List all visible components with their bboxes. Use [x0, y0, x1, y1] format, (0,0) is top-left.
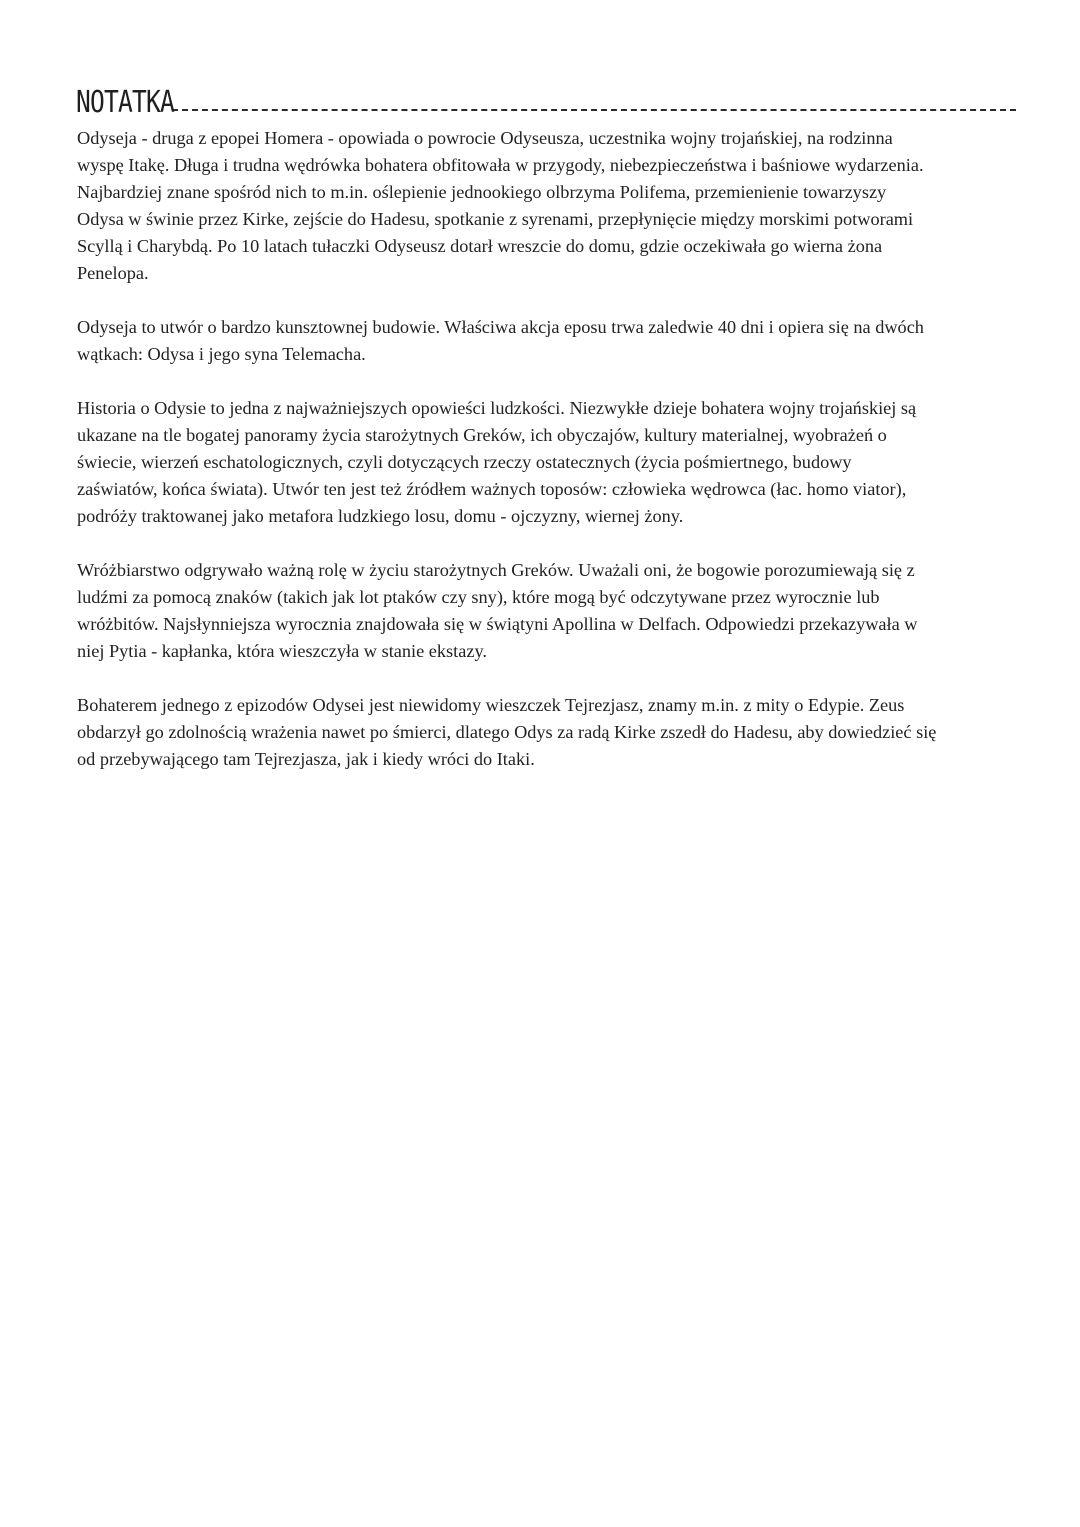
- dashed-divider: [172, 109, 1016, 111]
- note-heading-row: [76, 80, 1016, 120]
- paragraph-structure: Odyseja to utwór o bardzo kunsztownej budowie. Właściwa akcja eposu trwa zaledwie 40 dni i opiera się na dwóch wątkach: Odysa i jego syna Telemacha.: [77, 317, 924, 364]
- note-body: [77, 125, 1022, 800]
- paragraph-tiresias: Bohaterem jednego z epizodów Odysei jest niewidomy wieszczek Tejrezjasz, znamy m.in. z mity o Edypie. Zeus obdarzył go zdolnością wrażenia nawet po śmierci, dlatego Odys za radą Kirke zszedł do Hadesu, aby dowiedzieć się od przebywającego tam Tejrezjasza, jak i kiedy wróci do Itaki.: [77, 695, 937, 769]
- note-heading: NOTATKA: [76, 85, 174, 120]
- paragraph-importance: Historia o Odysie to jedna z najważniejszych opowieści ludzkości. Niezwykłe dzieje bohatera wojny trojańskiej są ukazane na tle bogatej panoramy życia starożytnych Greków, ich obyczajów, kultury materialnej, wyobrażeń o świecie, wierzeń eschatologicznych, czyli dotyczących rzeczy ostatecznych (życia pośmiertnego, budowy zaświatów, końca świata). Utwór ten jest też źródłem ważnych toposów: człowieka wędrowca (łac. homo viator), podróży traktowanej jako metafora ludzkiego losu, domu - ojczyzny, wiernej żony.: [77, 398, 917, 526]
- paragraph-divination: Wróżbiarstwo odgrywało ważną rolę w życiu starożytnych Greków. Uważali oni, że bogowie porozumiewają się z ludźmi za pomocą znaków (takich jak lot ptaków czy sny), które mogą być odczytywane przez wyrocznie lub wróżbitów. Najsłynniejsza wyrocznia znajdowała się w świątyni Apollina w Delfach. Odpowiedzi przekazywała w niej Pytia - kapłanka, która wieszczyła w stanie ekstazy.: [77, 560, 918, 661]
- paragraph-odyssey-summary: Odyseja - druga z epopei Homera - opowiada o powrocie Odyseusza, uczestnika wojny trojańskiej, na rodzinna wyspę Itakę. Długa i trudna wędrówka bohatera obfitowała w przygody, niebezpieczeństwa i baśniowe wydarzenia. Najbardziej znane spośród nich to m.in. oślepienie jednookiego olbrzyma Polifema, przemienienie towarzyszy Odysa w świnie przez Kirke, zejście do Hadesu, spotkanie z syrenami, przepłynięcie między morskimi potworami Scyllą i Charybdą. Po 10 latach tułaczki Odyseusz dotarł wreszcie do domu, gdzie oczekiwała go wierna żona Penelopa.: [77, 128, 924, 283]
